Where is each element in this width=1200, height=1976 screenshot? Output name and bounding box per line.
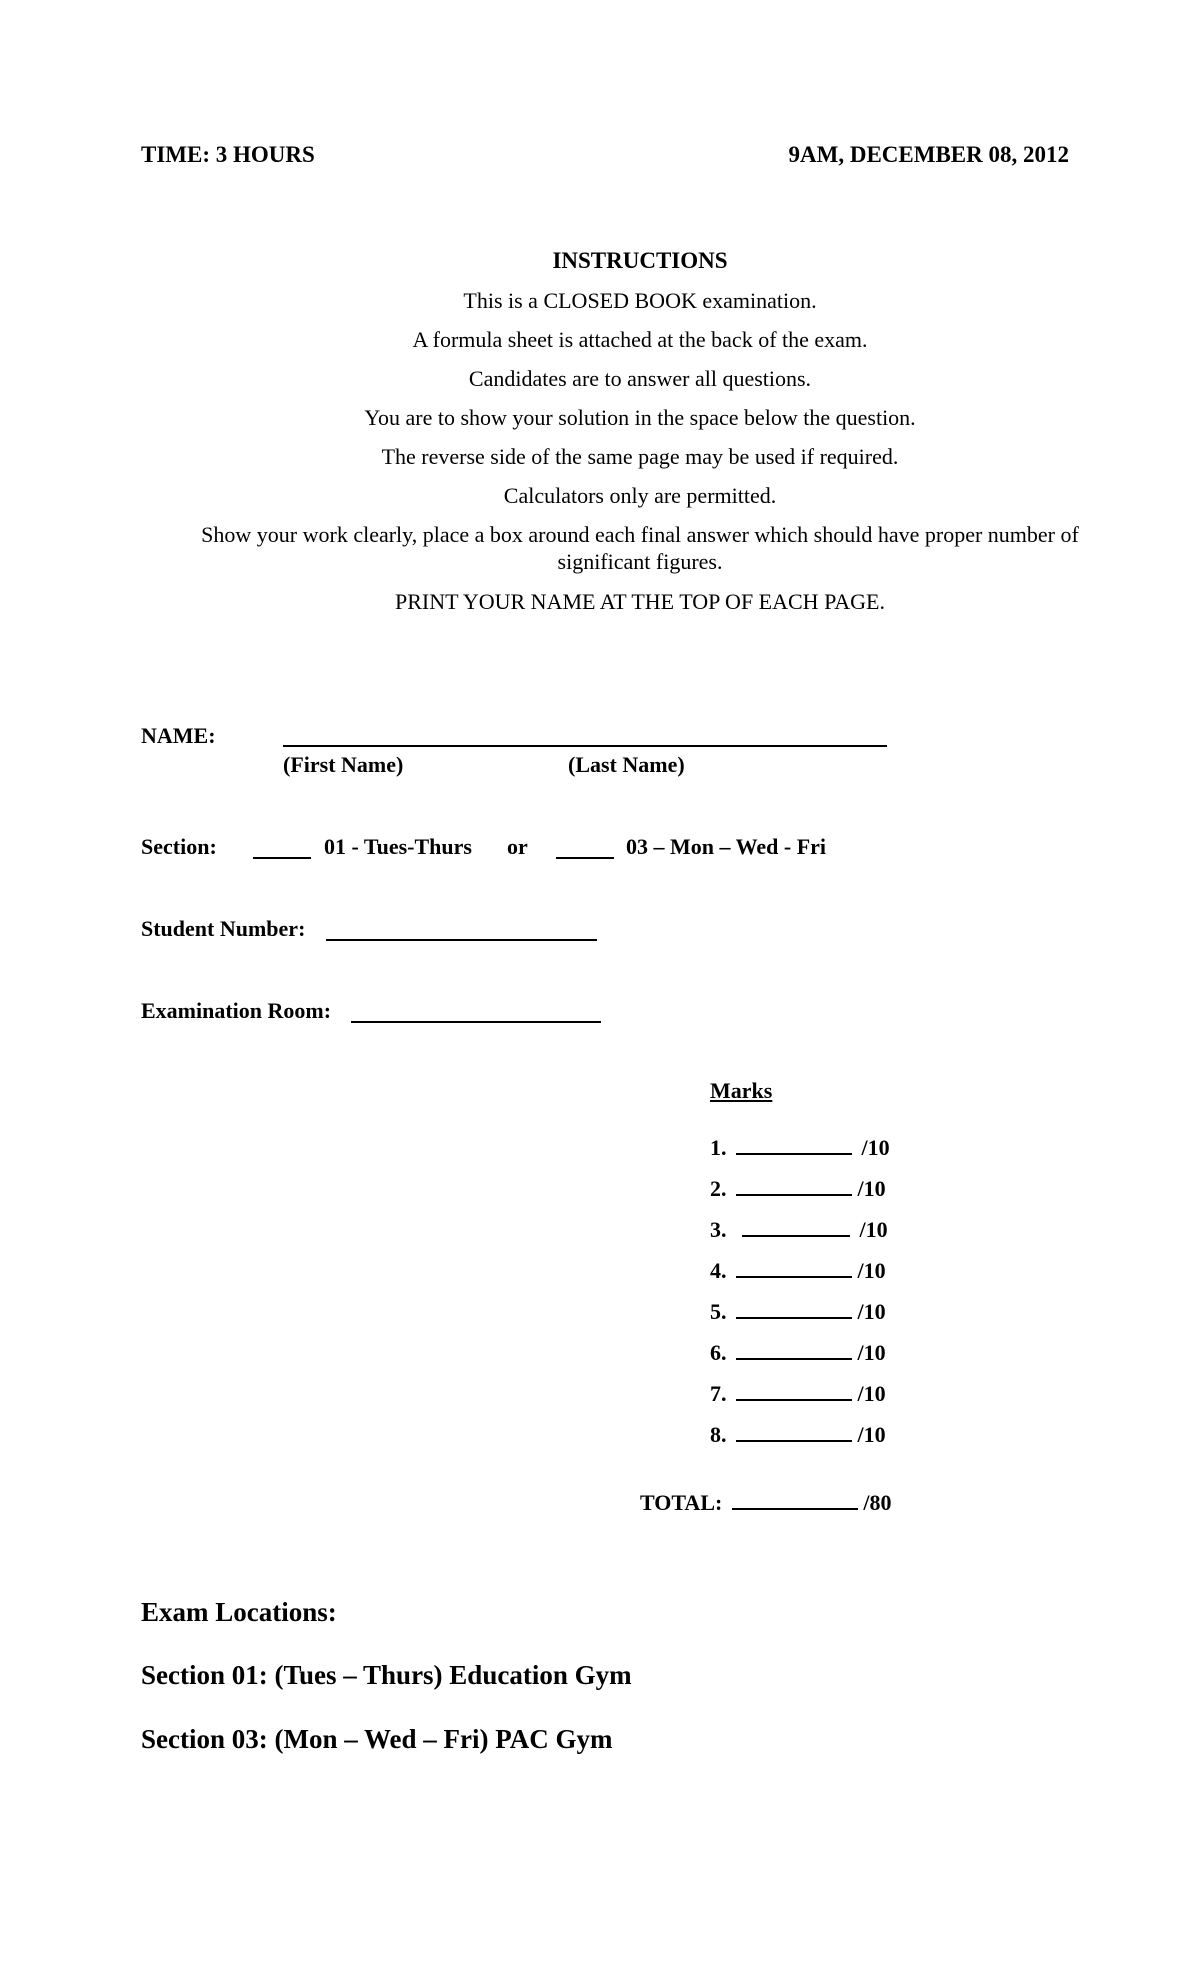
section-01-location: Section 01: (Tues – Thurs) Education Gym [141, 1660, 632, 1690]
mark-row-1 [710, 1133, 890, 1161]
exam-locations-title: Exam Locations: [141, 1597, 337, 1627]
instruction-line: This is a CLOSED BOOK examination. [463, 288, 817, 313]
section-option-03: 03 – Mon – Wed - Fri [626, 834, 827, 859]
mark-row-8 [710, 1420, 886, 1448]
mark-number: 5. [710, 1299, 727, 1324]
last-name-caption: (Last Name) [568, 752, 685, 777]
instruction-line: Candidates are to answer all questions. [468, 366, 812, 391]
mark-row-5 [710, 1297, 886, 1325]
instruction-line: A formula sheet is attached at the back of the exam. [412, 327, 868, 352]
mark-row-4 [710, 1256, 886, 1284]
mark-max: /10 [857, 1258, 886, 1283]
section-03-location: Section 03: (Mon – Wed – Fri) PAC Gym [141, 1724, 613, 1754]
mark-max: /10 [861, 1135, 890, 1160]
exam-room-label: Examination Room: [141, 998, 332, 1023]
total-label: TOTAL: [640, 1490, 723, 1515]
mark-row-7 [710, 1379, 886, 1407]
student-number-label: Student Number: [141, 916, 306, 941]
mark-input-line[interactable] [736, 1420, 852, 1442]
marks-title: Marks [710, 1078, 773, 1103]
mark-max: /10 [859, 1217, 888, 1242]
exam-duration: TIME: 3 HOURS [141, 142, 315, 167]
mark-number: 6. [710, 1340, 727, 1365]
mark-input-line[interactable] [736, 1133, 852, 1155]
mark-number: 4. [710, 1258, 727, 1283]
mark-input-line[interactable] [736, 1297, 852, 1319]
total-row [640, 1488, 891, 1516]
mark-row-2 [710, 1174, 886, 1202]
section-option-01: 01 - Tues-Thurs [324, 834, 472, 859]
mark-input-line[interactable] [742, 1215, 850, 1237]
mark-input-line[interactable] [736, 1338, 852, 1360]
name-label: NAME: [141, 723, 216, 748]
instruction-line: PRINT YOUR NAME AT THE TOP OF EACH PAGE. [395, 589, 885, 614]
instruction-line: Show your work clearly, place a box around each final answer which should have proper number of significant figures. [201, 522, 1079, 574]
section-or-text: or [507, 834, 528, 859]
mark-number: 8. [710, 1422, 727, 1447]
mark-max: /10 [857, 1381, 886, 1406]
section-01-checkline[interactable] [253, 836, 311, 859]
first-name-caption: (First Name) [283, 752, 404, 777]
mark-row-6 [710, 1338, 886, 1366]
exam-date-time: 9AM, DECEMBER 08, 2012 [788, 142, 1069, 167]
mark-max: /10 [857, 1176, 886, 1201]
exam-room-input-line[interactable] [351, 1000, 601, 1023]
instruction-line: Calculators only are permitted. [503, 483, 777, 508]
mark-input-line[interactable] [736, 1174, 852, 1196]
total-input-line[interactable] [732, 1488, 858, 1510]
mark-row-3 [710, 1215, 888, 1243]
mark-max: /10 [857, 1299, 886, 1324]
instructions-title: INSTRUCTIONS [552, 248, 728, 273]
student-number-input-line[interactable] [326, 918, 597, 941]
mark-number: 7. [710, 1381, 727, 1406]
mark-max: /10 [857, 1340, 886, 1365]
mark-number: 2. [710, 1176, 727, 1201]
instruction-line: You are to show your solution in the space below the question. [364, 405, 916, 430]
mark-input-line[interactable] [736, 1379, 852, 1401]
mark-number: 1. [710, 1135, 727, 1160]
instruction-line: The reverse side of the same page may be used if required. [381, 444, 899, 469]
section-03-checkline[interactable] [556, 836, 614, 859]
mark-max: /10 [857, 1422, 886, 1447]
name-input-line[interactable] [283, 724, 887, 747]
mark-input-line[interactable] [736, 1256, 852, 1278]
section-label: Section: [141, 834, 217, 859]
total-max: /80 [863, 1490, 892, 1515]
mark-number: 3. [710, 1217, 727, 1242]
